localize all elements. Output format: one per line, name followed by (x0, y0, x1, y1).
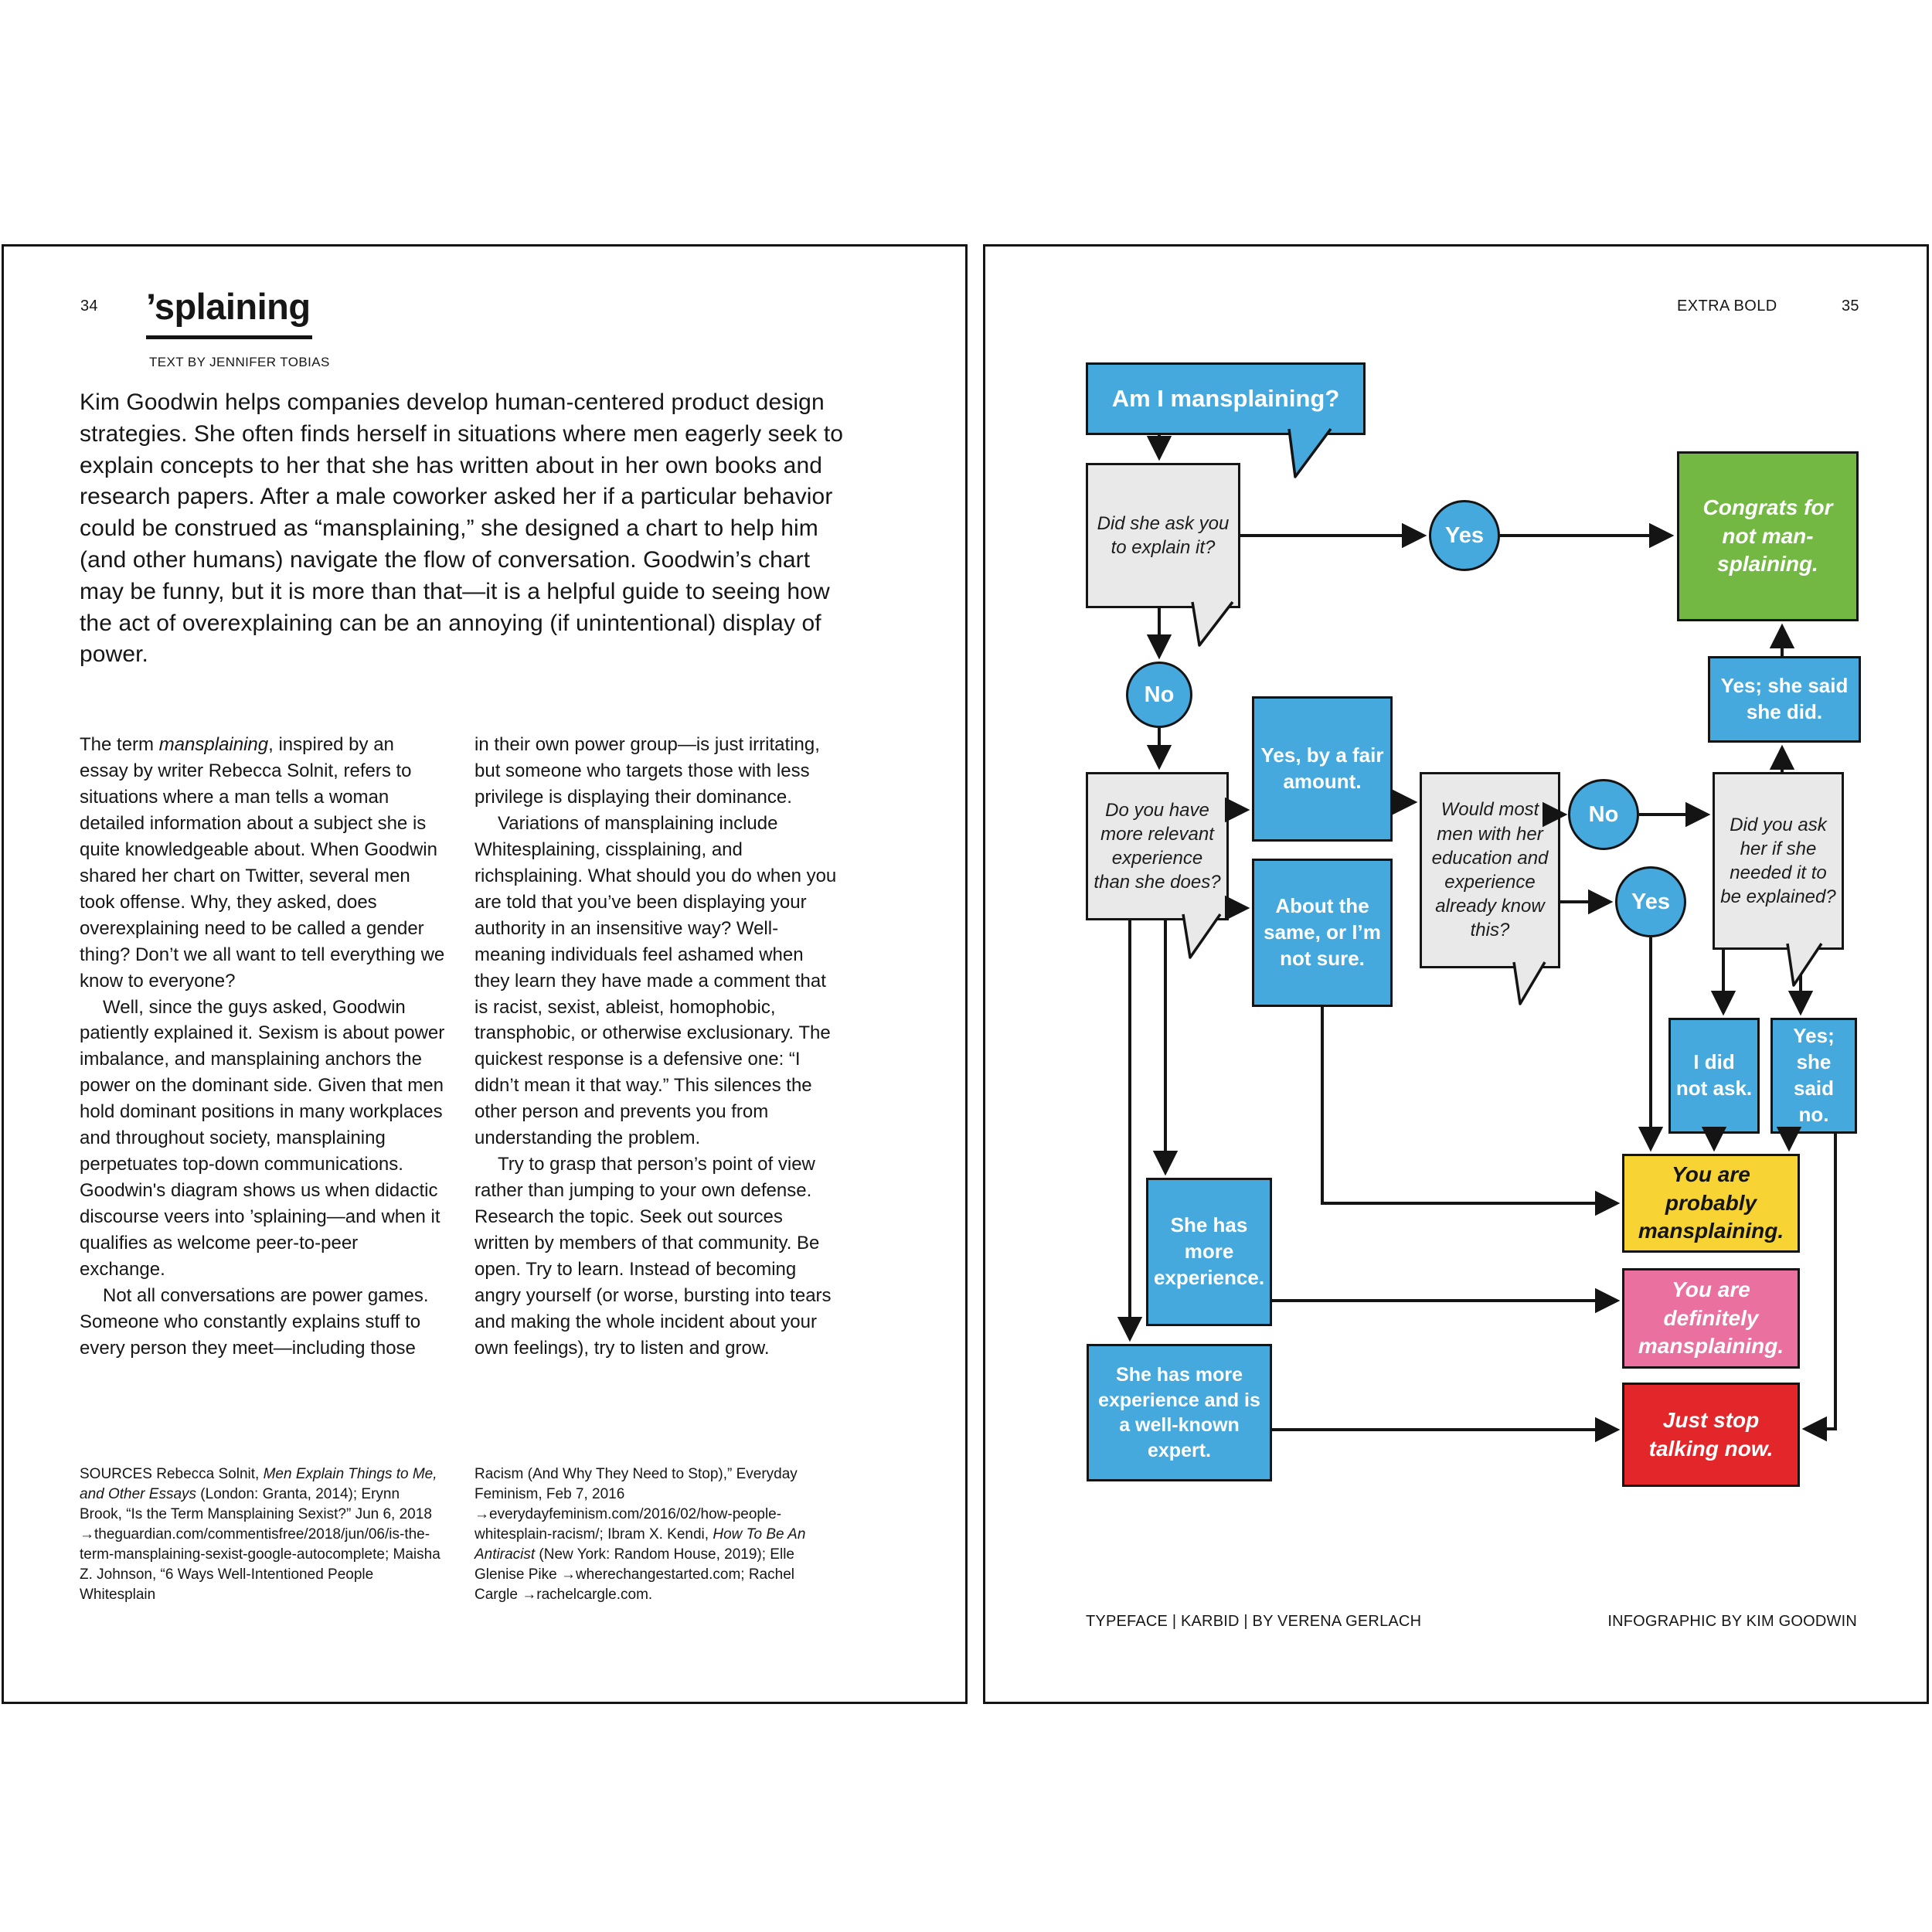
article-body (80, 732, 841, 1362)
flow-answer-she-said-she-did: Yes; she said she did. (1708, 656, 1861, 743)
flow-result-congrats: Congrats for not man-splaining. (1677, 451, 1859, 621)
flow-question-would-most-men: Would most men with her education and experience already know this? (1420, 772, 1560, 968)
flow-answer-about-same: About the same, or I’m not sure. (1252, 859, 1393, 1007)
flow-question-did-you-ask: Did you ask her if she needed it to be explained? (1713, 772, 1844, 950)
flow-result-probably: You are probably mansplaining. (1622, 1154, 1800, 1253)
typeface-credit: TYPEFACE | KARBID | BY VERENA GERLACH (1086, 1613, 1422, 1630)
flow-question-did-she-ask: Did she ask you to explain it? (1086, 463, 1240, 608)
running-header: EXTRA BOLD (1677, 298, 1777, 315)
arrow-said-no-to-just-stop (1806, 1134, 1835, 1429)
flow-result-just-stop: Just stop talking now. (1622, 1383, 1800, 1487)
paragraph: Not all conversations are power games. Someone who constantly explains stuff to every person they meet—including those (80, 1285, 429, 1359)
flow-question-more-experience: Do you have more relevant experience than she does? (1086, 772, 1229, 920)
paragraph: The term mansplaining, inspired by an essay by writer Rebecca Solnit, refers to situations where a man tells a woman detailed information about a subject she is quite knowledgeable about. When Goodwin shared her chart on Twitter, several men took offense. Why, they asked, does overexplaining need to be called a gender thing? Don’t we all want to tell everything we know to everyone? (80, 734, 445, 992)
left-page (2, 244, 968, 1704)
speech-tail-q2 (1183, 914, 1220, 957)
speech-tail-start (1289, 429, 1331, 477)
arrow-same-to-probably (1322, 1007, 1616, 1203)
article-intro: Kim Goodwin helps companies develop human-centered product design strategies. She often finds herself in situations where men eagerly seek to explain concepts to her that she has written about in her own books and research papers. After a male coworker asked her if a particular behavior could be construed as “mansplaining,” she designed a chart to help him (and other humans) navigate the flow of conversation. Goodwin’s chart may be funny, but it is more than that—it is a helpful guide to seeing how the act of overexplaining can be an annoying (if unintentional) display of power. (80, 389, 844, 668)
flow-start-bubble: Am I mansplaining? (1086, 362, 1366, 435)
flow-no-circle-1: No (1126, 662, 1192, 728)
flow-no-circle-2: No (1568, 779, 1639, 850)
body-column-1 (80, 732, 446, 1362)
right-page (983, 244, 1929, 1704)
paragraph: Variations of mansplaining include Whitesplaining, cissplaining, and richsplaining. What should you do when you are told that you’ve been displaying your authority in an insensitive way? Well-meaning individuals feel ashamed when they learn they have made a comment that is racist, sexist, ableist, homophobic, transphobic, or otherwise exclusionary. The quickest response is a defensive one: “I didn’t mean it that way.” This silences the other person and prevents you from understanding the problem. (474, 812, 837, 1149)
paragraph: Well, since the guys asked, Goodwin patiently explained it. Sexism is about power imbalance, and mansplaining anchors the power on the dominant side. Given that men hold dominant positions in many workplaces and throughout society, mansplaining perpetuates top-down communications. Goodwin's diagram shows us when didactic discourse veers into ’splaining—and when it qualifies as welcome peer-to-peer exchange. (80, 996, 445, 1281)
infographic-credit: INFOGRAPHIC BY KIM GOODWIN (1607, 1613, 1857, 1630)
flow-yes-circle-2: Yes (1615, 866, 1686, 937)
sources-column-2: Racism (And Why They Need to Stop),” Everyday Feminism, Feb 7, 2016 →everydayfeminism.com/2016/02/how-people-whitesplain-racism/; Ibram X. Kendi, How To Be An Antiracist (New York: Random House, 2019); Elle Glenise Pike →wherechangestarted.com; Rachel Cargle →rachelcargle.com. (474, 1466, 806, 1604)
article-title: ’splaining (146, 285, 312, 339)
sources-section (80, 1464, 841, 1605)
page-number-right: 35 (1842, 298, 1859, 315)
flow-answer-she-has-more: She has more experience. (1146, 1178, 1272, 1326)
paragraph: in their own power group—is just irritating, but someone who targets those with less privilege is displaying their dominance. (474, 734, 820, 808)
flow-yes-circle-1: Yes (1429, 500, 1500, 571)
mansplaining-flowchart (985, 247, 1931, 1706)
paragraph: Try to grasp that person’s point of view rather than jumping to your own defense. Research the topic. Seek out sources written by members of that community. Be open. Try to learn. Instead of becoming angry yourself (or worse, bursting into tears and making the whole incident about your own feelings), try to listen and grow. (474, 1154, 832, 1359)
speech-tail-q4 (1787, 944, 1821, 985)
article-byline: TEXT BY JENNIFER TOBIAS (149, 355, 330, 369)
speech-tail-q1 (1192, 602, 1233, 645)
flow-answer-she-said-no: Yes; she said no. (1770, 1018, 1857, 1134)
flow-answer-fair-amount: Yes, by a fair amount. (1252, 696, 1393, 842)
body-column-2 (474, 732, 841, 1362)
page-number-left: 34 (80, 298, 98, 315)
flow-answer-well-known-expert: She has more experience and is a well-known expert. (1087, 1344, 1272, 1481)
flow-answer-did-not-ask: I did not ask. (1668, 1018, 1760, 1134)
flow-result-definitely: You are definitely mansplaining. (1622, 1268, 1800, 1369)
speech-tail-q3 (1514, 962, 1545, 1004)
sources-column-1: SOURCES Rebecca Solnit, Men Explain Things to Me, and Other Essays (London: Granta, 2014); Erynn Brook, “Is the Term Mansplaining Sexist?” Jun 6, 2018 →theguardian.com/commentisfree/2018/jun/06/is-the-term-mansplaining-sexist-google-autocomplete; Maisha Z. Johnson, “6 Ways Well-Intentioned People Whitesplain (80, 1466, 440, 1604)
